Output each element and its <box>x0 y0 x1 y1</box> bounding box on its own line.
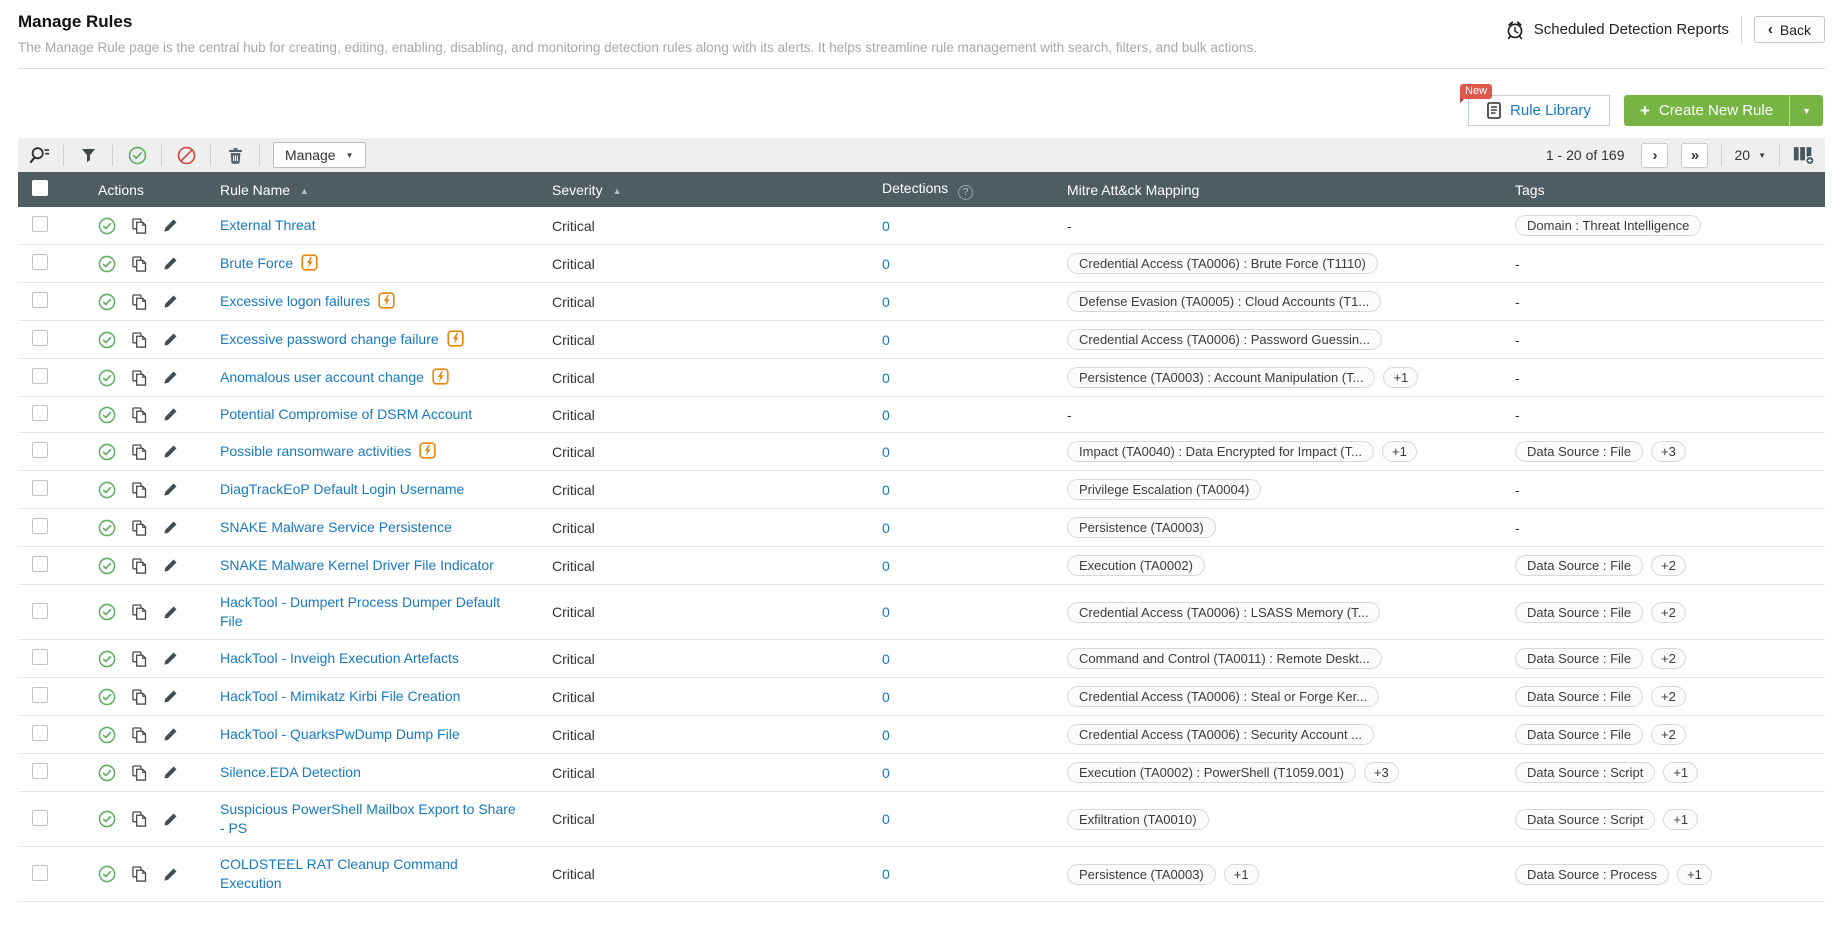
rule-name-link[interactable]: External Threat <box>220 217 316 233</box>
edit-rule-icon[interactable] <box>163 520 178 535</box>
tags-cell <box>1511 585 1825 640</box>
empty-value: - <box>1515 406 1520 423</box>
detections-link[interactable]: 0 <box>882 443 890 460</box>
copy-rule-icon[interactable] <box>132 482 147 498</box>
toolbar-separator <box>259 145 260 166</box>
top-header <box>18 10 1825 55</box>
row-checkbox[interactable] <box>32 216 48 232</box>
table-row <box>18 792 1825 847</box>
rule-name-link[interactable]: Possible ransomware activities <box>220 443 412 459</box>
mitre-chip: Credential Access (TA0006) : Password Guessin... <box>1067 329 1382 350</box>
edit-rule-icon[interactable] <box>163 332 178 347</box>
row-checkbox[interactable] <box>32 649 48 665</box>
table-row <box>18 397 1825 433</box>
sort-asc-icon: ▲ <box>300 185 309 196</box>
rule-name-link[interactable]: Potential Compromise of DSRM Account <box>220 406 473 422</box>
mitre-cell <box>1063 207 1511 245</box>
rule-enabled-icon[interactable] <box>98 481 116 499</box>
back-label: Back <box>1779 21 1811 38</box>
rules-table-header <box>18 172 1825 207</box>
table-row <box>18 678 1825 716</box>
alarm-clock-icon <box>1505 20 1525 40</box>
edit-rule-icon[interactable] <box>163 689 178 704</box>
last-page-button[interactable] <box>1681 143 1708 168</box>
empty-value: - <box>1515 481 1520 498</box>
rule-enabled-icon[interactable] <box>98 810 116 828</box>
column-header-tags: Tags <box>1511 172 1825 207</box>
tags-more-badge[interactable]: +3 <box>1651 441 1686 462</box>
rule-enabled-icon[interactable] <box>98 519 116 537</box>
mitre-cell <box>1063 716 1511 754</box>
mitre-cell <box>1063 585 1511 640</box>
row-checkbox[interactable] <box>32 442 48 458</box>
empty-value: - <box>1067 217 1072 234</box>
chevron-right-icon: › <box>1652 146 1656 164</box>
table-toolbar <box>18 138 1825 172</box>
mitre-chip: Persistence (TA0003) <box>1067 864 1216 885</box>
detections-link[interactable]: 0 <box>882 369 890 386</box>
severity-value: Critical <box>552 650 595 667</box>
create-new-rule-button[interactable] <box>1624 95 1823 126</box>
copy-rule-icon[interactable] <box>132 520 147 536</box>
mitre-cell <box>1063 245 1511 283</box>
mitre-more-badge[interactable]: +1 <box>1382 441 1417 462</box>
row-checkbox[interactable] <box>32 865 48 881</box>
edit-rule-icon[interactable] <box>163 867 178 882</box>
tags-cell <box>1511 547 1825 585</box>
tags-cell <box>1511 678 1825 716</box>
rule-name-link[interactable]: Anomalous user account change <box>220 369 424 385</box>
edit-rule-icon[interactable] <box>163 407 178 422</box>
table-row <box>18 640 1825 678</box>
rule-enabled-icon[interactable] <box>98 764 116 782</box>
help-icon[interactable]: ? <box>958 185 973 200</box>
tags-cell <box>1511 283 1825 321</box>
disable-rules-icon[interactable] <box>175 144 197 166</box>
plus-icon: + <box>1639 101 1650 120</box>
mitre-chip: Command and Control (TA0011) : Remote Deskt... <box>1067 648 1382 669</box>
copy-rule-icon[interactable] <box>132 218 147 234</box>
tags-cell <box>1511 359 1825 397</box>
rule-library-wrap <box>1465 85 1610 126</box>
detections-link[interactable]: 0 <box>882 406 890 423</box>
table-row <box>18 207 1825 245</box>
detections-link[interactable]: 0 <box>882 217 890 234</box>
tag-chip: Data Source : File <box>1515 441 1643 462</box>
tags-cell <box>1511 509 1825 547</box>
scheduled-detection-reports-link[interactable] <box>1505 20 1729 40</box>
detections-link[interactable]: 0 <box>882 481 890 498</box>
rule-name-link[interactable]: HackTool - QuarksPwDump Dump File <box>220 726 460 742</box>
caret-down-icon: ▼ <box>1758 150 1766 160</box>
row-checkbox[interactable] <box>32 480 48 496</box>
threshold-rule-icon <box>432 368 449 385</box>
copy-rule-icon[interactable] <box>132 407 147 423</box>
tags-cell <box>1511 433 1825 471</box>
edit-rule-icon[interactable] <box>163 294 178 309</box>
page-title: Manage Rules <box>18 12 133 31</box>
table-row <box>18 283 1825 321</box>
tags-more-badge[interactable]: +1 <box>1677 864 1712 885</box>
tags-more-badge[interactable]: +1 <box>1663 762 1698 783</box>
severity-value: Critical <box>552 811 595 827</box>
severity-value: Critical <box>552 369 595 386</box>
mitre-chip: Credential Access (TA0006) : Steal or Forge Ker... <box>1067 686 1379 707</box>
tag-chip: Domain : Threat Intelligence <box>1515 215 1701 236</box>
copy-rule-icon[interactable] <box>132 866 147 882</box>
table-row <box>18 509 1825 547</box>
tags-cell <box>1511 245 1825 283</box>
table-row <box>18 359 1825 397</box>
detections-link[interactable]: 0 <box>882 764 890 781</box>
edit-rule-icon[interactable] <box>163 765 178 780</box>
copy-rule-icon[interactable] <box>132 689 147 705</box>
rule-name-link[interactable]: COLDSTEEL RAT Cleanup Command Execution <box>220 856 458 891</box>
title-block <box>18 10 1257 55</box>
mitre-chip: Persistence (TA0003) : Account Manipulation (T... <box>1067 367 1375 388</box>
rule-enabled-icon[interactable] <box>98 726 116 744</box>
column-header-rule-name[interactable]: Rule Name ▲ <box>216 172 548 207</box>
copy-rule-icon[interactable] <box>132 727 147 743</box>
caret-down-icon: ▼ <box>345 150 354 160</box>
header-rule <box>18 68 1825 69</box>
mitre-cell <box>1063 509 1511 547</box>
enable-rules-icon[interactable] <box>126 144 148 166</box>
sort-asc-icon: ▲ <box>612 185 622 196</box>
tags-more-badge[interactable]: +2 <box>1651 555 1686 576</box>
rule-name-link[interactable]: HackTool - Dumpert Process Dumper Default File <box>220 594 501 629</box>
mitre-chip: Exfiltration (TA0010) <box>1067 809 1209 830</box>
rule-enabled-icon[interactable] <box>98 557 116 575</box>
manage-label: Manage <box>285 147 336 163</box>
threshold-rule-icon <box>419 442 436 459</box>
rule-name-link[interactable]: HackTool - Inveigh Execution Artefacts <box>220 650 459 666</box>
toolbar-separator <box>112 145 113 166</box>
tag-chip: Data Source : Process <box>1515 864 1669 885</box>
rule-name-link[interactable]: Excessive logon failures <box>220 293 371 309</box>
copy-rule-icon[interactable] <box>132 604 147 620</box>
threshold-rule-icon <box>447 330 464 347</box>
rule-name-link[interactable]: Silence.EDA Detection <box>220 764 361 780</box>
table-row <box>18 585 1825 640</box>
select-all-checkbox[interactable] <box>32 180 48 196</box>
rule-name-link[interactable]: HackTool - Mimikatz Kirbi File Creation <box>220 688 461 704</box>
severity-value: Critical <box>552 866 595 882</box>
copy-rule-icon[interactable] <box>132 651 147 667</box>
mitre-more-badge[interactable]: +1 <box>1383 367 1418 388</box>
rule-enabled-icon[interactable] <box>98 443 116 461</box>
header-divider <box>1741 17 1742 43</box>
detections-link[interactable]: 0 <box>882 726 890 743</box>
severity-value: Critical <box>552 255 595 272</box>
mitre-cell <box>1063 471 1511 509</box>
toolbar-separator <box>1779 145 1780 166</box>
tags-cell <box>1511 321 1825 359</box>
rule-library-label: Rule Library <box>1510 102 1591 119</box>
mitre-cell <box>1063 754 1511 792</box>
mitre-cell <box>1063 321 1511 359</box>
rule-name-link[interactable]: Suspicious PowerShell Mailbox Export to Share - PS <box>220 801 516 836</box>
detections-link[interactable]: 0 <box>882 650 890 667</box>
tag-chip: Data Source : Script <box>1515 762 1655 783</box>
mitre-cell <box>1063 640 1511 678</box>
rule-name-link[interactable]: SNAKE Malware Service Persistence <box>220 519 452 535</box>
tags-more-badge[interactable]: +2 <box>1651 648 1686 669</box>
rules-table <box>18 172 1825 902</box>
rule-enabled-icon[interactable] <box>98 293 116 311</box>
severity-value: Critical <box>552 557 595 574</box>
copy-rule-icon[interactable] <box>132 370 147 386</box>
edit-rule-icon[interactable] <box>163 256 178 271</box>
mitre-more-badge[interactable]: +1 <box>1224 864 1259 885</box>
row-checkbox[interactable] <box>32 810 48 826</box>
toolbar-left <box>28 142 366 168</box>
tag-chip: Data Source : Script <box>1515 809 1655 830</box>
severity-value: Critical <box>552 604 595 620</box>
row-checkbox[interactable] <box>32 556 48 572</box>
tag-chip: Data Source : File <box>1515 602 1643 623</box>
toolbar-separator <box>1721 145 1722 166</box>
table-row <box>18 754 1825 792</box>
scheduled-detection-reports-label: Scheduled Detection Reports <box>1533 21 1729 38</box>
empty-value: - <box>1515 331 1520 348</box>
tags-cell <box>1511 716 1825 754</box>
tags-cell <box>1511 754 1825 792</box>
mitre-cell <box>1063 792 1511 847</box>
mitre-chip: Privilege Escalation (TA0004) <box>1067 479 1261 500</box>
tags-cell <box>1511 847 1825 902</box>
copy-rule-icon[interactable] <box>132 256 147 272</box>
edit-rule-icon[interactable] <box>163 482 178 497</box>
mitre-chip: Execution (TA0002) : PowerShell (T1059.001) <box>1067 762 1356 783</box>
detections-link[interactable]: 0 <box>882 604 890 620</box>
severity-value: Critical <box>552 331 595 348</box>
create-new-rule-label: Create New Rule <box>1658 102 1774 119</box>
edit-rule-icon[interactable] <box>163 370 178 385</box>
rule-enabled-icon[interactable] <box>98 217 116 235</box>
rule-enabled-icon[interactable] <box>98 603 116 621</box>
rule-enabled-icon[interactable] <box>98 650 116 668</box>
row-checkbox[interactable] <box>32 368 48 384</box>
rule-enabled-icon[interactable] <box>98 865 116 883</box>
severity-value: Critical <box>552 688 595 705</box>
detections-link[interactable]: 0 <box>882 293 890 310</box>
tags-cell <box>1511 792 1825 847</box>
severity-value: Critical <box>552 726 595 743</box>
mitre-cell <box>1063 283 1511 321</box>
pagination-range: 1 - 20 of 169 <box>1545 147 1625 163</box>
detections-link[interactable]: 0 <box>882 688 890 705</box>
copy-rule-icon[interactable] <box>132 765 147 781</box>
next-page-button[interactable] <box>1641 143 1668 168</box>
severity-value: Critical <box>552 519 595 536</box>
table-row <box>18 547 1825 585</box>
edit-rule-icon[interactable] <box>163 812 178 827</box>
mitre-cell <box>1063 678 1511 716</box>
detections-link[interactable]: 0 <box>882 331 890 348</box>
column-header-mitre: Mitre Att&ck Mapping <box>1063 172 1511 207</box>
rule-enabled-icon[interactable] <box>98 406 116 424</box>
tag-chip: Data Source : File <box>1515 686 1643 707</box>
tags-cell <box>1511 397 1825 433</box>
manage-dropdown[interactable] <box>273 142 366 168</box>
table-row <box>18 321 1825 359</box>
edit-rule-icon[interactable] <box>163 558 178 573</box>
chevron-left-icon: ‹ <box>1767 21 1773 38</box>
chevrons-right-icon: » <box>1690 146 1698 164</box>
rules-table-body <box>18 207 1825 902</box>
tags-cell <box>1511 640 1825 678</box>
tags-more-badge[interactable]: +2 <box>1651 724 1686 745</box>
severity-value: Critical <box>552 293 595 310</box>
mitre-chip: Credential Access (TA0006) : Security Account ... <box>1067 724 1374 745</box>
copy-rule-icon[interactable] <box>132 811 147 827</box>
tags-more-badge[interactable]: +1 <box>1663 809 1698 830</box>
mitre-cell <box>1063 433 1511 471</box>
rule-enabled-icon[interactable] <box>98 369 116 387</box>
column-header-detections[interactable]: Detections ? <box>878 172 1063 207</box>
toolbar-separator <box>63 145 64 166</box>
mitre-cell <box>1063 397 1511 433</box>
table-row <box>18 716 1825 754</box>
table-row <box>18 245 1825 283</box>
severity-value: Critical <box>552 217 595 234</box>
mitre-more-badge[interactable]: +3 <box>1364 762 1399 783</box>
row-checkbox[interactable] <box>32 330 48 346</box>
rule-name-link[interactable]: SNAKE Malware Kernel Driver File Indicator <box>220 557 494 573</box>
new-badge: New <box>1460 84 1492 99</box>
rule-name-link[interactable]: DiagTrackEoP Default Login Username <box>220 481 465 497</box>
mitre-cell <box>1063 359 1511 397</box>
empty-value: - <box>1515 255 1520 272</box>
table-row <box>18 433 1825 471</box>
edit-rule-icon[interactable] <box>163 605 178 620</box>
row-checkbox[interactable] <box>32 687 48 703</box>
rule-enabled-icon[interactable] <box>98 688 116 706</box>
row-checkbox[interactable] <box>32 254 48 270</box>
row-checkbox[interactable] <box>32 603 48 619</box>
row-checkbox[interactable] <box>32 518 48 534</box>
delete-icon[interactable] <box>224 144 246 166</box>
detections-link[interactable]: 0 <box>882 866 890 882</box>
copy-rule-icon[interactable] <box>132 558 147 574</box>
threshold-rule-icon <box>378 292 395 309</box>
copy-rule-icon[interactable] <box>132 332 147 348</box>
copy-rule-icon[interactable] <box>132 444 147 460</box>
edit-rule-icon[interactable] <box>163 444 178 459</box>
copy-rule-icon[interactable] <box>132 294 147 310</box>
tags-more-badge[interactable]: +2 <box>1651 686 1686 707</box>
edit-rule-icon[interactable] <box>163 727 178 742</box>
severity-value: Critical <box>552 443 595 460</box>
mitre-chip: Credential Access (TA0006) : LSASS Memory (T... <box>1067 602 1380 623</box>
toolbar-right <box>1546 143 1815 168</box>
empty-value: - <box>1515 293 1520 310</box>
mitre-chip: Credential Access (TA0006) : Brute Force (T1110) <box>1067 253 1378 274</box>
mitre-chip: Persistence (TA0003) <box>1067 517 1216 538</box>
empty-value: - <box>1515 369 1520 386</box>
actions-bar <box>18 85 1823 126</box>
mitre-chip: Impact (TA0040) : Data Encrypted for Impact (T... <box>1067 441 1374 462</box>
mitre-cell <box>1063 847 1511 902</box>
severity-value: Critical <box>552 481 595 498</box>
page-size-value: 20 <box>1734 147 1751 163</box>
edit-rule-icon[interactable] <box>163 218 178 233</box>
detections-link[interactable]: 0 <box>882 557 890 574</box>
tags-more-badge[interactable]: +2 <box>1651 602 1686 623</box>
rule-enabled-icon[interactable] <box>98 255 116 273</box>
edit-rule-icon[interactable] <box>163 651 178 666</box>
back-button[interactable] <box>1754 16 1825 43</box>
filter-icon[interactable] <box>77 144 99 166</box>
create-new-rule-main[interactable] <box>1624 95 1789 126</box>
mitre-cell <box>1063 547 1511 585</box>
create-rule-dropdown-toggle[interactable] <box>1789 95 1823 126</box>
row-checkbox[interactable] <box>32 405 48 421</box>
severity-value: Critical <box>552 764 595 781</box>
detections-link[interactable]: 0 <box>882 519 890 536</box>
threshold-rule-icon <box>301 254 318 271</box>
page-size-dropdown[interactable] <box>1735 147 1767 163</box>
severity-value: Critical <box>552 406 595 423</box>
column-chooser-icon[interactable] <box>1793 144 1815 166</box>
column-header-severity[interactable]: Severity ▲ <box>548 172 878 207</box>
detections-link[interactable]: 0 <box>882 255 890 272</box>
column-header-actions: Actions <box>74 172 216 207</box>
caret-down-icon: ▼ <box>1802 105 1811 116</box>
toolbar-separator <box>210 145 211 166</box>
top-right-actions <box>1505 10 1825 43</box>
search-icon[interactable] <box>28 144 50 166</box>
tag-chip: Data Source : File <box>1515 724 1643 745</box>
table-row <box>18 847 1825 902</box>
page-subtitle: The Manage Rule page is the central hub for creating, editing, enabling, disabling, and monitoring detection rules along with its alerts. It helps streamline rule management with search, filters, and bulk actions. <box>18 40 1257 55</box>
tags-cell <box>1511 207 1825 245</box>
row-checkbox[interactable] <box>32 763 48 779</box>
mitre-chip: Execution (TA0002) <box>1067 555 1205 576</box>
tag-chip: Data Source : File <box>1515 648 1643 669</box>
row-checkbox[interactable] <box>32 292 48 308</box>
detections-link[interactable]: 0 <box>882 811 890 827</box>
document-icon <box>1487 102 1501 119</box>
empty-value: - <box>1067 406 1072 423</box>
table-row <box>18 471 1825 509</box>
empty-value: - <box>1515 519 1520 536</box>
toolbar-separator <box>161 145 162 166</box>
row-checkbox[interactable] <box>32 725 48 741</box>
tags-cell <box>1511 471 1825 509</box>
rule-name-link[interactable]: Excessive password change failure <box>220 331 439 347</box>
rule-name-link[interactable]: Brute Force <box>220 255 294 271</box>
mitre-chip: Defense Evasion (TA0005) : Cloud Accounts (T1... <box>1067 291 1381 312</box>
tag-chip: Data Source : File <box>1515 555 1643 576</box>
rule-enabled-icon[interactable] <box>98 331 116 349</box>
rule-library-button[interactable] <box>1468 95 1610 126</box>
